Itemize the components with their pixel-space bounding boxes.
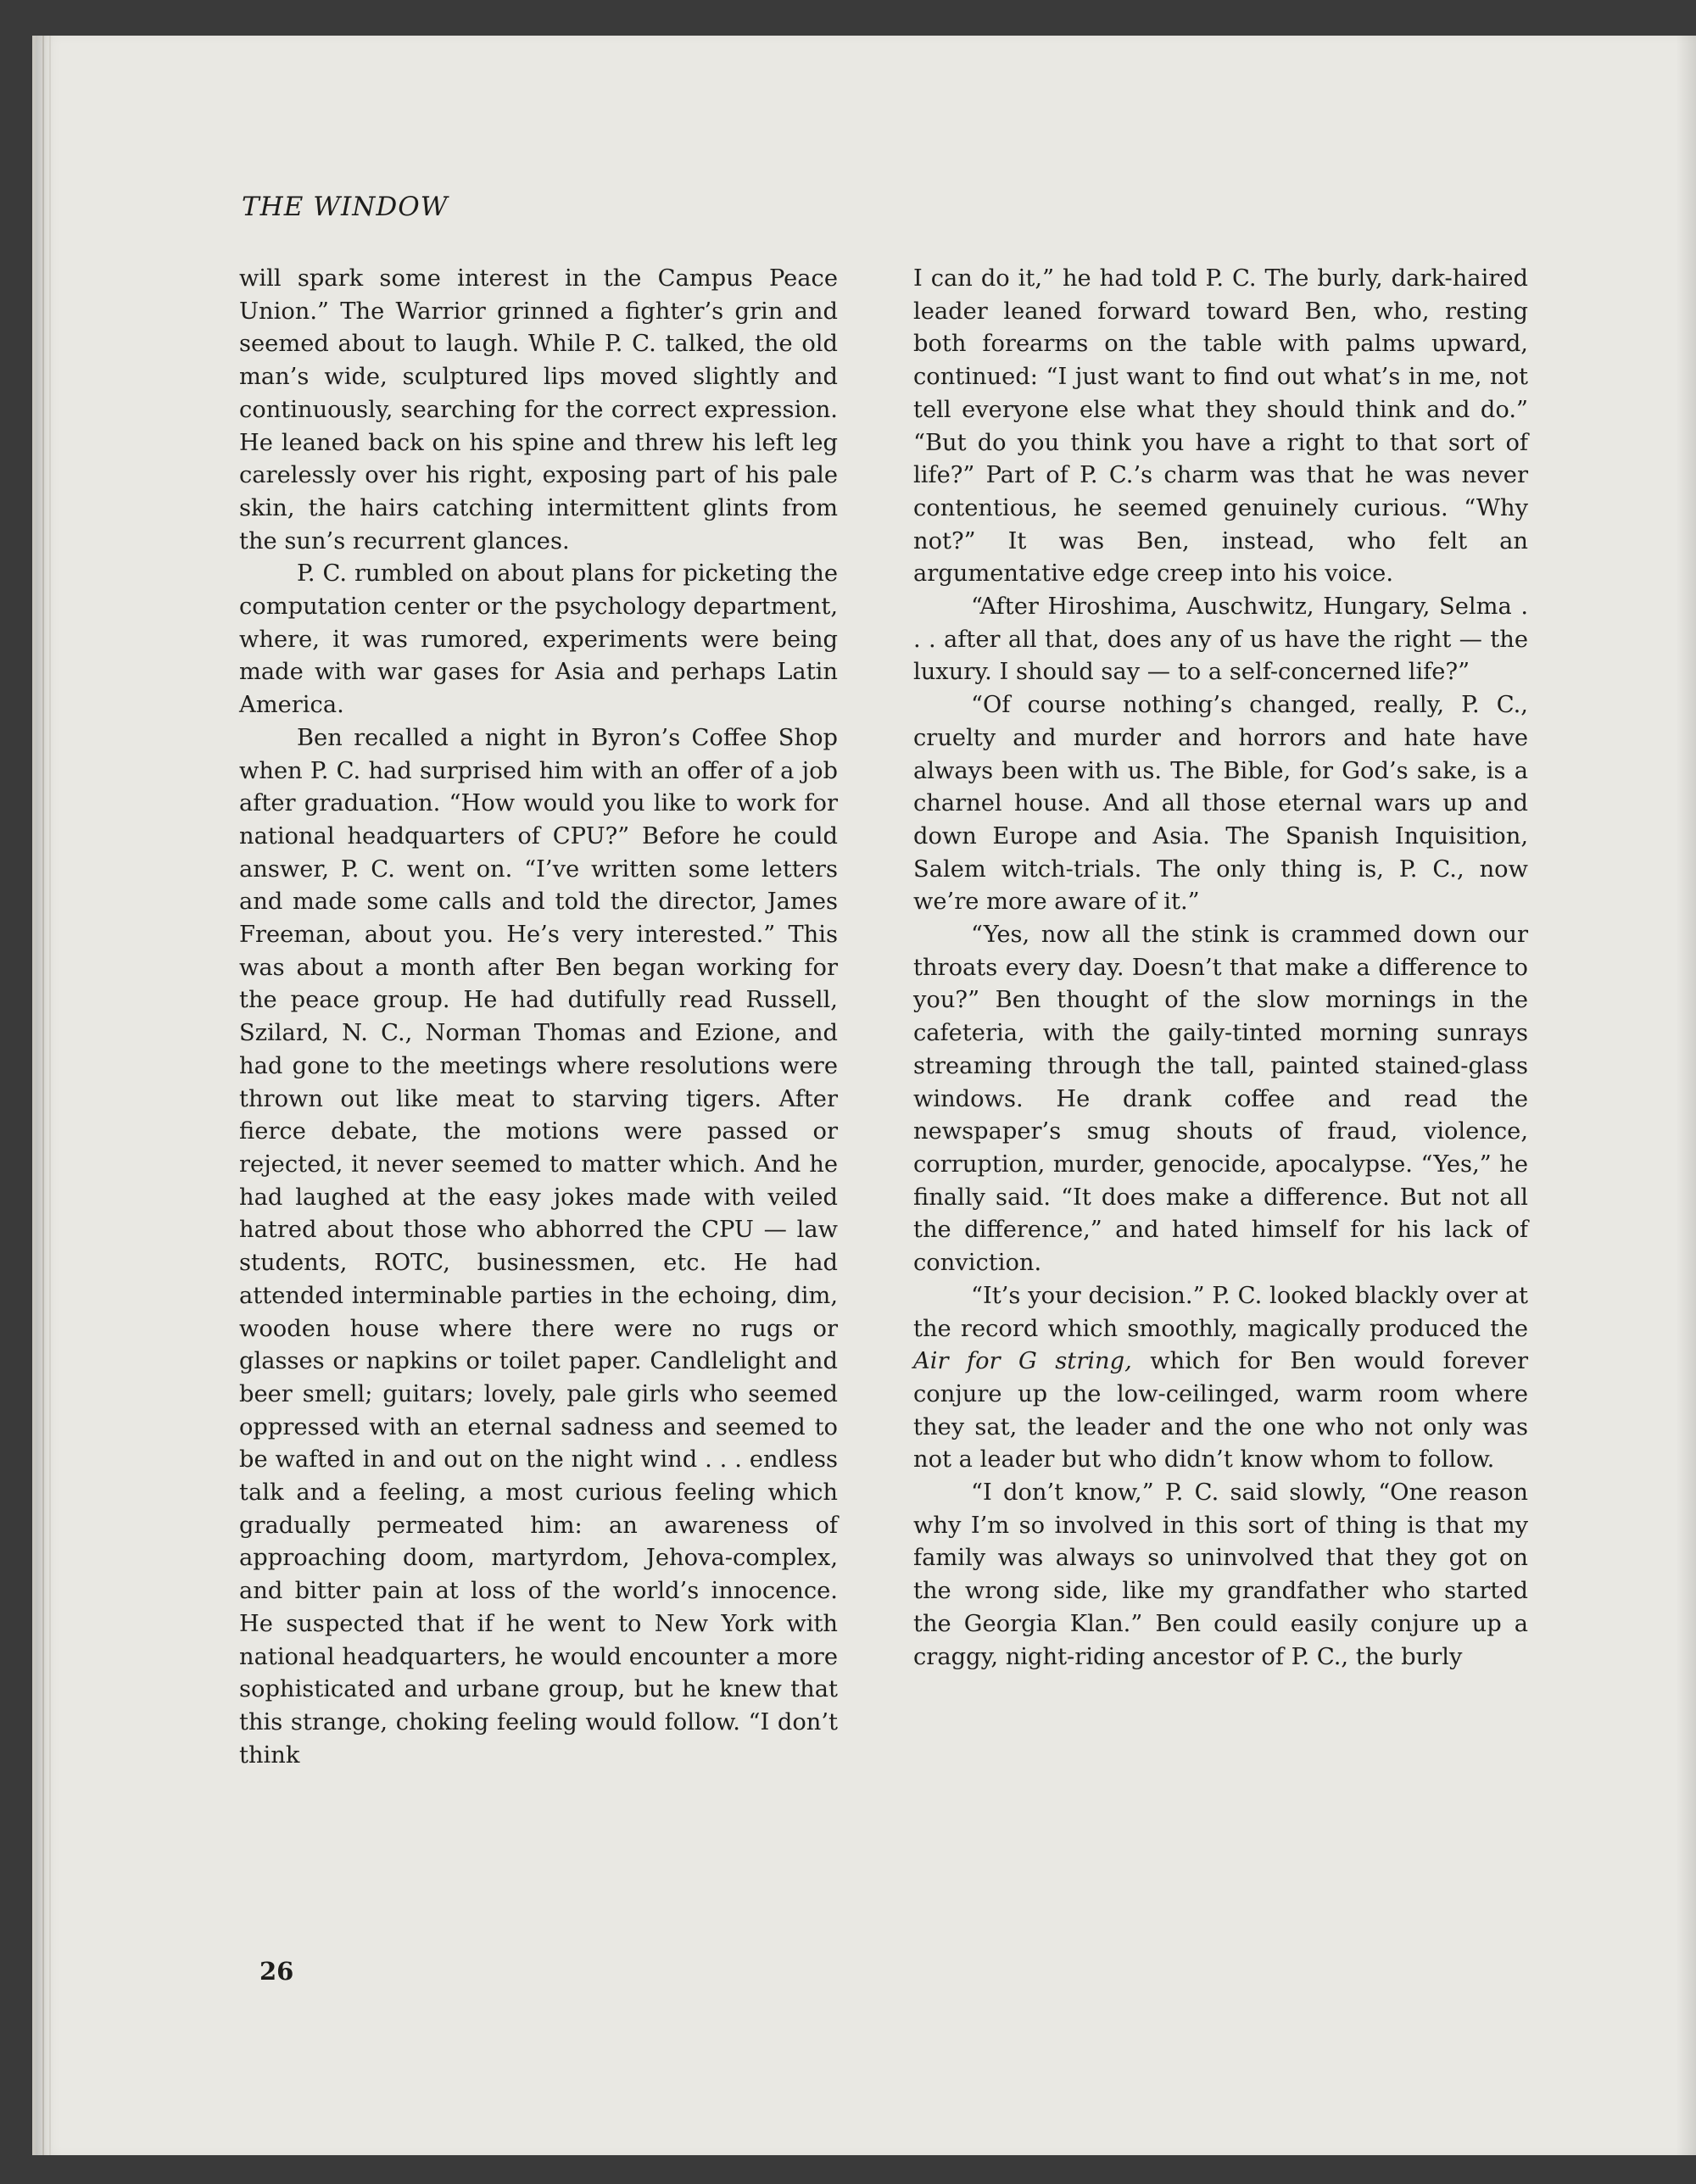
paragraph: “Yes, now all the stink is crammed down our throats every day. Doesn’t that make a difference to you?” Ben thought of the slow mornings in the cafeteria, with the gaily-tinted morning sunrays streaming through the tall, painted stained-glass windows. He drank coffee and read the newspaper’s smug shouts of fraud, violence, corruption, murder, genocide, apocalypse. “Yes,” he finally said. “It does make a difference. But not all the difference,” and hated himself for his lack of conviction. — [913, 922, 1528, 1277]
running-title: THE WINDOW — [242, 192, 449, 222]
paragraph-text: which for Ben would forever conjure up the low-ceilinged, warm room where they sat, the leader and the one who not only was not a leader but who didn’t know whom to follow. — [913, 1348, 1528, 1474]
page-number: 26 — [259, 1957, 294, 1986]
left-column — [239, 263, 838, 1772]
right-column — [913, 263, 1528, 1674]
music-title: Air for G string, — [913, 1348, 1132, 1375]
paragraph-text: “It’s your decision.” P. C. looked blackly over at the record which smoothly, magically produced the — [913, 1282, 1528, 1342]
paragraph: “After Hiroshima, Auschwitz, Hungary, Selma . . . after all that, does any of us have the right — the luxury. I should say — to a self-concerned life?” — [913, 593, 1528, 686]
paragraph: will spark some interest in the Campus Peace Union.” The Warrior grinned a fighter’s grin and seemed about to laugh. While P. C. talked, the old man’s wide, sculptured lips moved slightly and continuously, searching for the correct expression. He leaned back on his spine and threw his left leg carelessly over his right, exposing part of his pale skin, the hairs catching intermittent glints from the sun’s recurrent glances. — [239, 265, 838, 554]
paragraph: “I don’t know,” P. C. said slowly, “One reason why I’m so involved in this sort of thing is that my family was always so uninvolved that they got on the wrong side, like my grandfather who started the Georgia Klan.” Ben could easily conjure up a craggy, night-riding ancestor of P. C., the burly — [913, 1479, 1528, 1670]
paragraph: Ben recalled a night in Byron’s Coffee Shop when P. C. had surprised him with an offer of a job after graduation. “How would you like to work for national headquarters of CPU?” Before he could answer, P. C. went on. “I’ve written some letters and made some calls and told the director, James Freeman, about you. He’s very interested.” This was about a month after Ben began working for the peace group. He had dutifully read Russell, Szilard, N. C., Norman Thomas and Ezione, and had gone to the meetings where resolutions were thrown out like meat to starving tigers. After fierce debate, the motions were passed or rejected, it never seemed to matter which. And he had laughed at the easy jokes made with veiled hatred about those who abhorred the CPU — law students, ROTC, businessmen, etc. He had attended interminable parties in the echoing, dim, wooden house where there were no rugs or glasses or napkins or toilet paper. Candlelight and beer smell; guitars; lovely, pale girls who seemed oppressed with an eternal sadness and seemed to be wafted in and out on the night wind . . . endless talk and a feeling, a most curious feeling which gradually permeated him: an awareness of approaching doom, martyrdom, Jehova-complex, and bitter pain at loss of the world’s innocence. He suspected that if he went to New York with national headquarters, he would encounter a more sophisticated and urbane group, but he knew that this strange, choking feeling would follow. “I don’t think — [239, 724, 838, 1769]
paragraph — [913, 1280, 1528, 1477]
paragraph: P. C. rumbled on about plans for picketing the computation center or the psychology department, where, it was rumored, experiments were being made with war gases for Asia and perhaps Latin America. — [239, 560, 838, 719]
book-page — [32, 36, 1696, 2155]
paragraph: I can do it,” he had told P. C. The burly, dark-haired leader leaned forward toward Ben, who, resting both forearms on the table with palms upward, continued: “I just want to find out what’s in me, not tell everyone else what they should think and do.” “But do you think you have a right to that sort of life?” Part of P. C.’s charm was that he was never contentious, he seemed genuinely curious. “Why not?” It was Ben, instead, who felt an argumentative edge creep into his voice. — [913, 265, 1528, 588]
paragraph: “Of course nothing’s changed, really, P. C., cruelty and murder and horrors and hate have always been with us. The Bible, for God’s sake, is a charnel house. And all those eternal wars up and down Europe and Asia. The Spanish Inquisition, Salem witch-trials. The only thing is, P. C., now we’re more aware of it.” — [913, 692, 1528, 916]
